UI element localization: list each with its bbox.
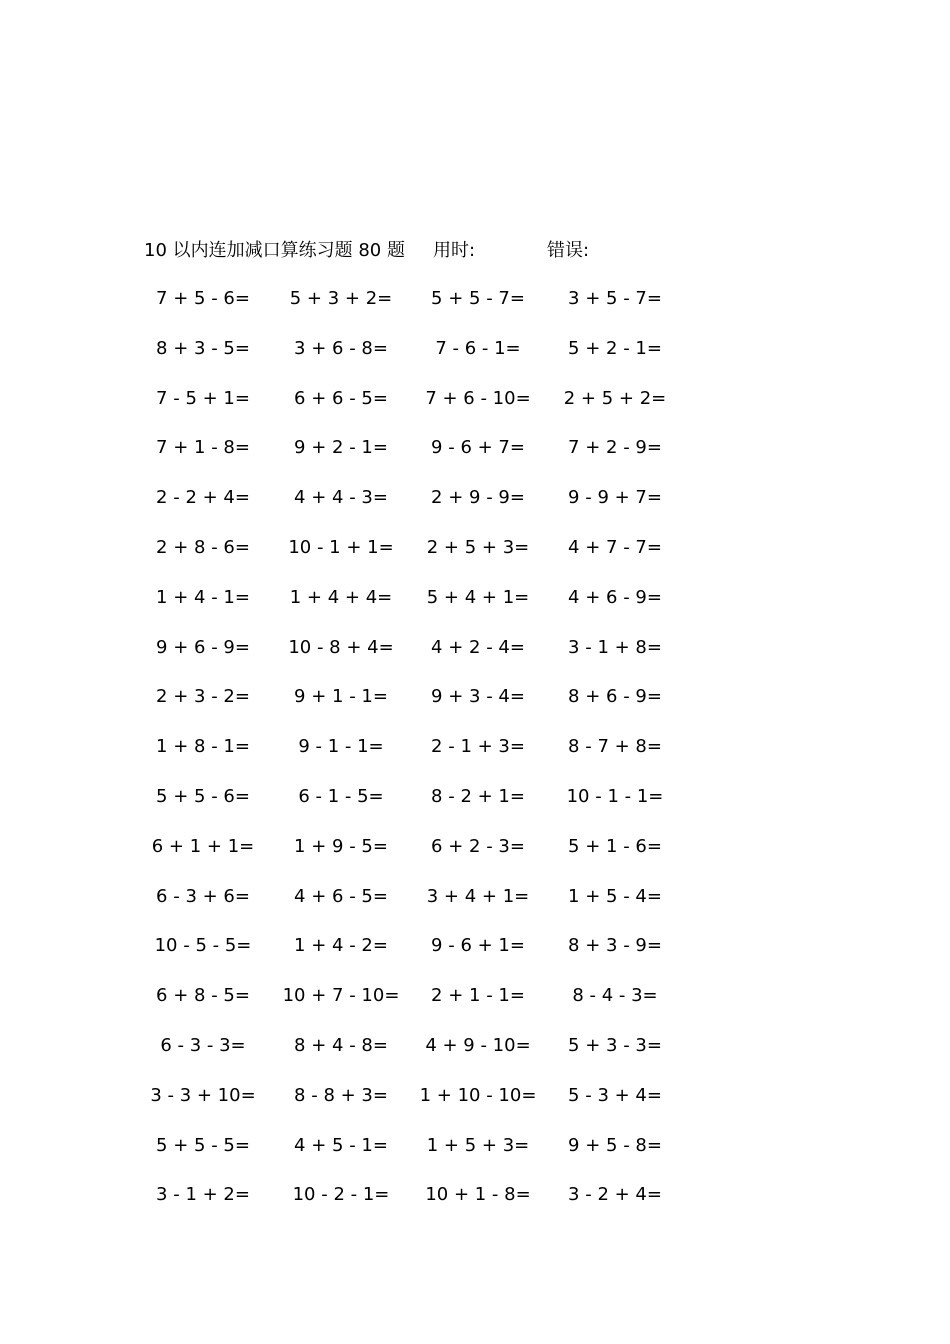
math-problem: 4 + 2 - 4= xyxy=(431,636,525,658)
math-problem: 9 - 6 + 1= xyxy=(431,935,525,957)
math-problem: 1 + 8 - 1= xyxy=(156,736,250,758)
math-problem: 7 + 5 - 6= xyxy=(156,288,250,309)
math-problem: 8 - 8 + 3= xyxy=(294,1084,388,1106)
math-problem: 6 - 3 - 3= xyxy=(160,1034,246,1056)
math-problem: 5 + 1 - 6= xyxy=(568,835,662,857)
math-problem: 10 - 5 - 5= xyxy=(154,935,252,957)
math-problem: 5 + 5 - 7= xyxy=(431,288,525,309)
math-problem: 5 + 3 - 3= xyxy=(568,1034,662,1056)
problem-row xyxy=(0,930,950,980)
math-problem: 6 + 8 - 5= xyxy=(156,985,250,1007)
math-problem: 7 + 6 - 10= xyxy=(425,387,531,409)
problem-row xyxy=(0,1080,950,1130)
math-problem: 1 + 9 - 5= xyxy=(294,835,388,857)
math-problem: 7 - 5 + 1= xyxy=(156,387,250,409)
math-problem: 9 - 9 + 7= xyxy=(568,487,662,509)
problem-row xyxy=(0,980,950,1030)
problem-row xyxy=(0,432,950,482)
math-problem: 2 + 1 - 1= xyxy=(431,985,525,1007)
math-problem: 9 - 1 - 1= xyxy=(298,736,384,758)
math-problem: 6 - 1 - 5= xyxy=(298,785,384,807)
problem-row xyxy=(0,731,950,781)
math-problem: 8 + 4 - 8= xyxy=(294,1034,388,1056)
math-problem: 8 - 7 + 8= xyxy=(568,736,662,758)
math-problem: 1 + 5 + 3= xyxy=(426,1134,530,1156)
math-problem: 1 + 4 + 4= xyxy=(289,586,393,608)
math-problem: 9 + 6 - 9= xyxy=(156,636,250,658)
math-problem: 3 + 4 + 1= xyxy=(426,885,530,907)
math-problem: 10 - 1 - 1= xyxy=(566,785,664,807)
math-problem: 2 - 2 + 4= xyxy=(156,487,250,509)
math-problem: 9 + 5 - 8= xyxy=(568,1134,662,1156)
math-problem: 6 - 3 + 6= xyxy=(156,885,250,907)
math-problem: 3 + 5 - 7= xyxy=(568,288,662,309)
math-problem: 3 - 2 + 4= xyxy=(568,1184,662,1206)
problem-row xyxy=(0,582,950,632)
problem-row xyxy=(0,681,950,731)
problem-row xyxy=(0,1030,950,1080)
problem-row xyxy=(0,831,950,881)
math-problem: 4 + 5 - 1= xyxy=(294,1134,388,1156)
math-problem: 9 + 2 - 1= xyxy=(294,437,388,459)
math-problem: 5 + 5 - 6= xyxy=(156,785,250,807)
math-problem: 8 + 3 - 9= xyxy=(568,935,662,957)
math-problem: 5 + 4 + 1= xyxy=(426,586,530,608)
math-problem: 5 + 2 - 1= xyxy=(568,337,662,359)
math-problem: 6 + 1 + 1= xyxy=(151,835,255,857)
math-problem: 6 + 6 - 5= xyxy=(294,387,388,409)
problem-row xyxy=(0,1179,950,1229)
math-problem: 7 + 2 - 9= xyxy=(568,437,662,459)
math-problem: 3 - 3 + 10= xyxy=(150,1084,256,1106)
worksheet-title: 10 以内连加减口算练习题 80 题 xyxy=(144,240,405,261)
problem-row xyxy=(0,1130,950,1180)
math-problem: 5 + 5 - 5= xyxy=(156,1134,250,1156)
math-problem: 5 - 3 + 4= xyxy=(568,1084,662,1106)
math-problem: 2 + 8 - 6= xyxy=(156,536,250,558)
math-problem: 7 + 1 - 8= xyxy=(156,437,250,459)
time-used-label: 用时: xyxy=(433,240,476,261)
problem-row xyxy=(0,781,950,831)
math-problem: 4 + 4 - 3= xyxy=(294,487,388,509)
problem-row xyxy=(0,283,950,333)
math-problem: 3 + 6 - 8= xyxy=(294,337,388,359)
worksheet-header xyxy=(0,236,950,266)
math-problem: 8 - 2 + 1= xyxy=(431,785,525,807)
math-problem: 10 + 1 - 8= xyxy=(425,1184,531,1206)
math-problem: 4 + 6 - 5= xyxy=(294,885,388,907)
math-problem: 2 + 5 + 3= xyxy=(426,536,530,558)
math-problem: 10 - 2 - 1= xyxy=(292,1184,390,1206)
math-problem: 4 + 7 - 7= xyxy=(568,536,662,558)
math-problem: 3 - 1 + 2= xyxy=(156,1184,250,1206)
math-problem: 8 + 6 - 9= xyxy=(568,686,662,708)
problem-row xyxy=(0,532,950,582)
math-problem: 2 + 9 - 9= xyxy=(431,487,525,509)
errors-label: 错误: xyxy=(547,240,590,261)
math-problem: 3 - 1 + 8= xyxy=(568,636,662,658)
math-problem: 2 + 5 + 2= xyxy=(563,387,667,409)
math-problem: 5 + 3 + 2= xyxy=(289,288,393,309)
math-problem: 2 - 1 + 3= xyxy=(431,736,525,758)
problem-row xyxy=(0,881,950,931)
math-problem: 9 + 1 - 1= xyxy=(294,686,388,708)
math-problem: 10 - 1 + 1= xyxy=(288,536,394,558)
math-problem: 6 + 2 - 3= xyxy=(431,835,525,857)
math-problem: 7 - 6 - 1= xyxy=(435,337,521,359)
math-problem: 8 + 3 - 5= xyxy=(156,337,250,359)
problem-row xyxy=(0,333,950,383)
math-problem: 9 - 6 + 7= xyxy=(431,437,525,459)
problem-row xyxy=(0,482,950,532)
math-problem: 2 + 3 - 2= xyxy=(156,686,250,708)
problem-row xyxy=(0,383,950,433)
math-problem: 1 + 4 - 1= xyxy=(156,586,250,608)
math-problem: 1 + 5 - 4= xyxy=(568,885,662,907)
problem-grid xyxy=(0,283,950,1229)
math-problem: 1 + 4 - 2= xyxy=(294,935,388,957)
math-problem: 4 + 6 - 9= xyxy=(568,586,662,608)
math-problem: 4 + 9 - 10= xyxy=(425,1034,531,1056)
math-problem: 9 + 3 - 4= xyxy=(431,686,525,708)
math-problem: 10 - 8 + 4= xyxy=(288,636,394,658)
math-problem: 1 + 10 - 10= xyxy=(419,1084,537,1106)
math-problem: 8 - 4 - 3= xyxy=(572,985,658,1007)
math-problem: 10 + 7 - 10= xyxy=(282,985,400,1007)
problem-row xyxy=(0,632,950,682)
